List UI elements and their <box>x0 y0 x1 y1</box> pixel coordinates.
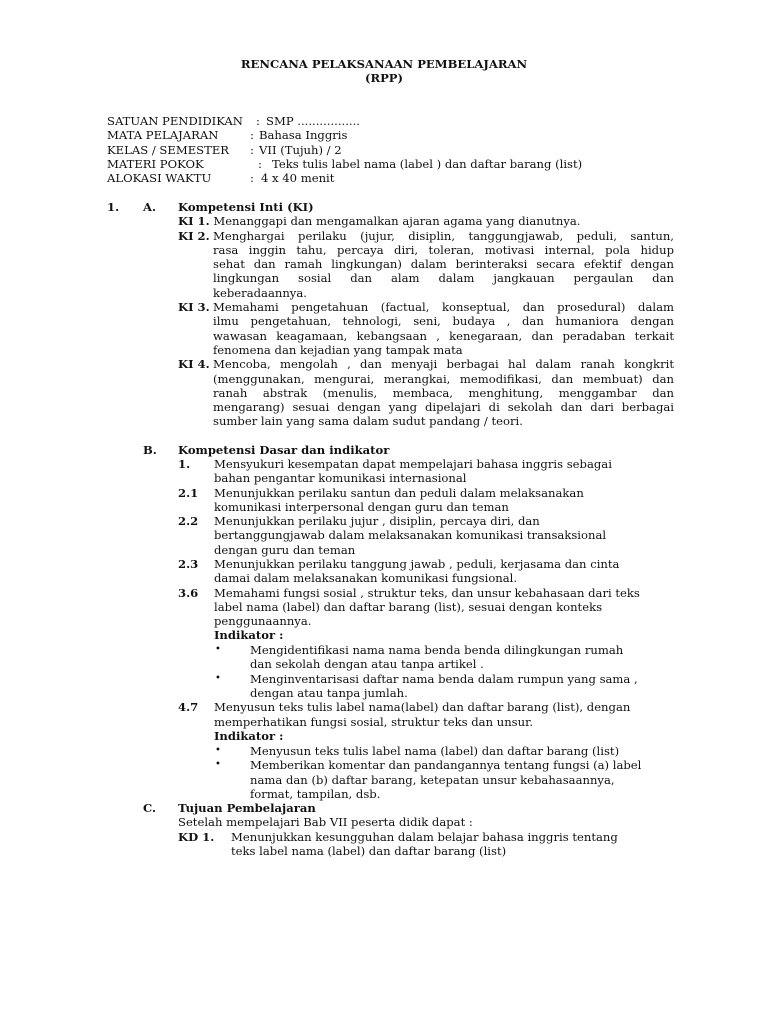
kd-text: Menunjukkan perilaku tanggung jawab , peduli, kerjasama dan cinta <box>214 557 620 571</box>
identity-label: ALOKASI WAKTU <box>107 171 212 185</box>
kd-text: Memahami fungsi sosial , struktur teks, dan unsur kebahasaan dari teks <box>214 586 640 600</box>
document-subtitle: (RPP) <box>364 71 404 85</box>
indicator-heading: Indikator : <box>214 628 284 642</box>
kd-text: memperhatikan fungsi sosial, struktur teks dan unsur. <box>214 715 534 729</box>
identity-label: SATUAN PENDIDIKAN <box>107 114 243 128</box>
identity-label: MATA PELAJARAN <box>107 128 219 142</box>
kd-text: label nama (label) dan daftar barang (list), sesuai dengan konteks <box>214 600 603 614</box>
section-intro: Setelah mempelajari Bab VII peserta didik dapat : <box>178 815 473 829</box>
kd-text: Menunjukkan perilaku jujur , disiplin, percaya diri, dan <box>214 514 540 528</box>
indicator-text: dan sekolah dengan atau tanpa artikel . <box>250 657 484 671</box>
identity-value: Teks tulis label nama (label ) dan daftar barang (list) <box>272 157 583 171</box>
indicator-text: Mengidentifikasi nama nama benda benda dilingkungan rumah <box>250 643 624 657</box>
indicator-heading: Indikator : <box>214 729 284 743</box>
kd-text: teks label nama (label) dan daftar barang (list) <box>231 844 507 858</box>
ki-text: Menghargai perilaku (jujur, disiplin, tanggungjawab, peduli, santun, <box>213 229 674 243</box>
ki-label: KI 3. <box>178 300 210 314</box>
ki-text: keberadaannya. <box>213 286 307 300</box>
kd-text: Mensyukuri kesempatan dapat mempelajari bahasa inggris sebagai <box>214 457 612 471</box>
kd-text: Menunjukkan kesungguhan dalam belajar bahasa inggris tentang <box>231 830 618 844</box>
identity-separator: : <box>258 157 262 171</box>
identity-separator: : <box>250 143 254 157</box>
ki-text: Memahami pengetahuan (factual, konseptual, dan prosedural) dalam <box>213 300 674 314</box>
identity-separator: : <box>256 114 260 128</box>
ki-text: sumber lain yang sama dalam sudut pandang / teori. <box>213 414 523 428</box>
ki-text: Mencoba, mengolah , dan menyaji berbagai hal dalam ranah kongkrit <box>213 357 674 371</box>
section-number: 1. <box>107 200 120 214</box>
identity-value: VII (Tujuh) / 2 <box>259 143 342 157</box>
ki-text: fenomena dan kejadian yang tampak mata <box>213 343 463 357</box>
section-heading: Kompetensi Dasar dan indikator <box>178 443 390 457</box>
bullet-icon: • <box>215 644 221 655</box>
ki-text: mengarang) sesuai dengan yang dipelajari di sekolah dan dari berbagai <box>213 400 674 414</box>
bullet-icon: • <box>215 759 221 770</box>
bullet-icon: • <box>215 745 221 756</box>
indicator-text: nama dan (b) daftar barang, ketepatan unsur kebahasaannya, <box>250 773 615 787</box>
ki-text: wawasan keagamaan, kebangsaan , kenegaraan, dan peradaban terkait <box>213 329 674 343</box>
kd-number: 2.2 <box>178 514 199 528</box>
kd-text: Menyusun teks tulis label nama(label) dan daftar barang (list), dengan <box>214 700 631 714</box>
kd-text: komunikasi interpersonal dengan guru dan teman <box>214 500 509 514</box>
identity-label: MATERI POKOK <box>107 157 204 171</box>
ki-label: KI 2. <box>178 229 210 243</box>
kd-text: dengan guru dan teman <box>214 543 356 557</box>
indicator-text: Memberikan komentar dan pandangannya tentang fungsi (a) label <box>250 758 642 772</box>
identity-value: Bahasa Inggris <box>259 128 348 142</box>
identity-separator: : <box>250 128 254 142</box>
identity-separator: : <box>250 171 254 185</box>
kd-number: 2.3 <box>178 557 199 571</box>
ki1-item <box>178 214 580 228</box>
identity-label: KELAS / SEMESTER <box>107 143 230 157</box>
ki-label: KI 4. <box>178 357 210 371</box>
kd-number: 1. <box>178 457 191 471</box>
section-letter: B. <box>143 443 157 457</box>
kd-text: bahan pengantar komunikasi internasional <box>214 471 467 485</box>
section-letter: A. <box>143 200 157 214</box>
kd-text: penggunaannya. <box>214 614 312 628</box>
kd-label: KD 1. <box>178 830 215 844</box>
kd-number: 4.7 <box>178 700 199 714</box>
kd-text: damai dalam melaksanakan komunikasi fungsional. <box>214 571 518 585</box>
indicator-text: dengan atau tanpa jumlah. <box>250 686 408 700</box>
indicator-text: Menyusun teks tulis label nama (label) dan daftar barang (list) <box>250 744 620 758</box>
ki-label: KI 1. <box>178 214 210 228</box>
kd-number: 2.1 <box>178 486 199 500</box>
ki-text: rasa inggin tahu, percaya diri, toleran, motivasi internal, pola hidup <box>213 243 674 257</box>
indicator-text: Menginventarisasi daftar nama benda dalam rumpun yang sama , <box>250 672 638 686</box>
ki-text: (menggunakan, mengurai, merangkai, memodifikasi, dan membuat) dan <box>213 372 674 386</box>
section-letter: C. <box>143 801 157 815</box>
bullet-icon: • <box>215 673 221 684</box>
ki-text: sehat dan ramah lingkungan) dalam berinteraksi secara efektif dengan <box>213 257 674 271</box>
ki-text: lingkungan sosial dan alam dalam jangkauan pergaulan dan <box>213 271 674 285</box>
section-heading: Tujuan Pembelajaran <box>178 801 316 815</box>
document-title: RENCANA PELAKSANAAN PEMBELAJARAN <box>240 57 528 71</box>
indicator-text: format, tampilan, dsb. <box>250 787 381 801</box>
ki-text: ilmu pengetahuan, tehnologi, seni, budaya , dan humaniora dengan <box>213 314 674 328</box>
section-heading: Kompetensi Inti (KI) <box>178 200 314 214</box>
kd-text: Menunjukkan perilaku santun dan peduli dalam melaksanakan <box>214 486 584 500</box>
kd-number: 3.6 <box>178 586 199 600</box>
ki-text: Menanggapi dan mengamalkan ajaran agama yang dianutnya. <box>213 214 581 228</box>
kd-text: bertanggungjawab dalam melaksanakan komunikasi transaksional <box>214 528 607 542</box>
identity-value: SMP ................. <box>266 114 360 128</box>
identity-value: 4 x 40 menit <box>261 171 335 185</box>
ki-text: ranah abstrak (menulis, membaca, menghitung, menggambar dan <box>213 386 674 400</box>
